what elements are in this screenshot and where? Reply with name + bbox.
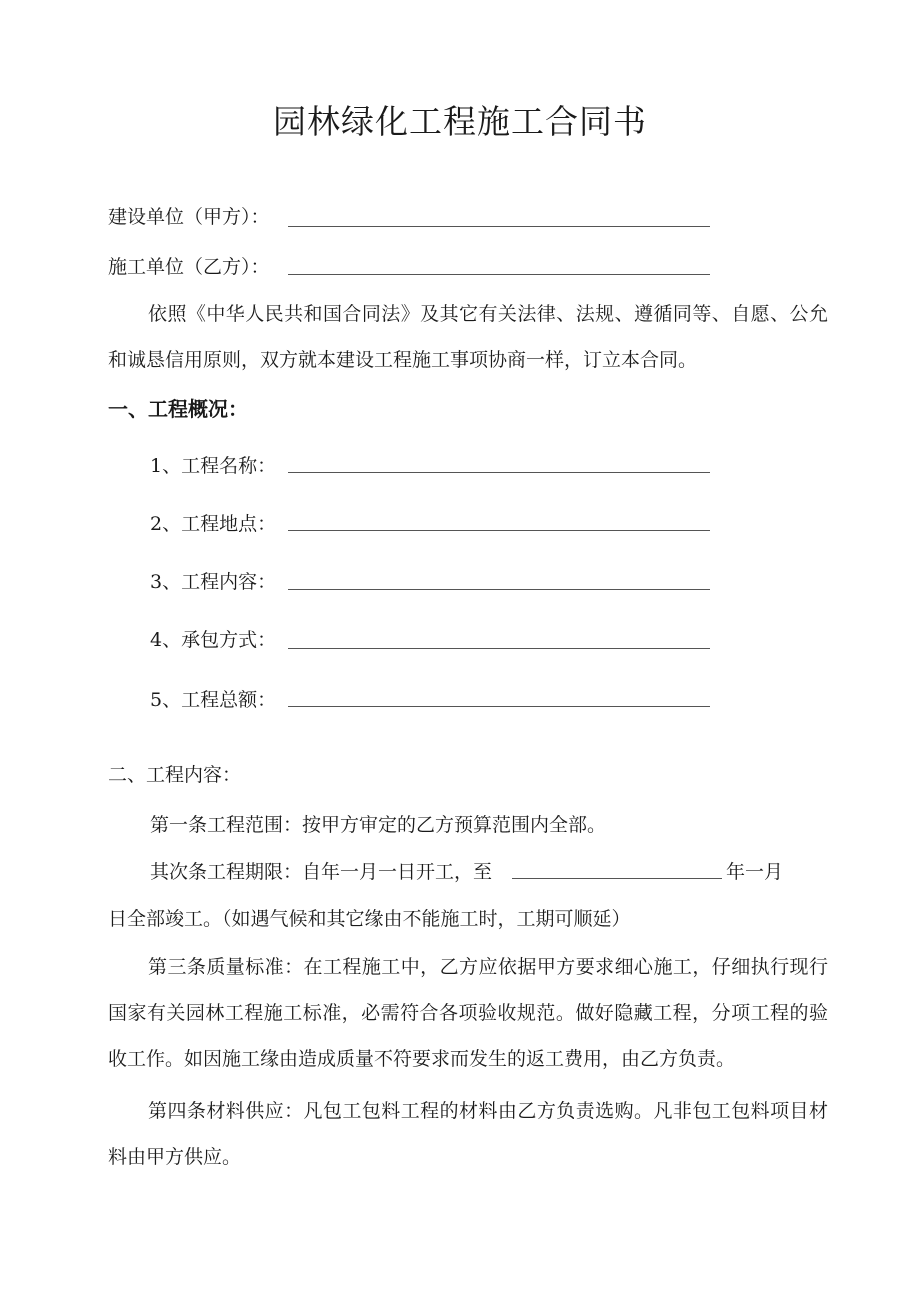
document-title: 园林绿化工程施工合同书 [273,102,647,141]
completion-date-blank [512,878,722,879]
party-b-label: 施工单位（乙方）： [108,256,270,278]
article-1: 第一条工程范围：按甲方审定的乙方预算范围内全部。 [150,814,607,836]
article-2-part2: 年一月 [726,861,784,883]
project-total-blank [288,706,710,707]
party-a-blank [288,226,710,227]
project-name-label: 1、工程名称： [150,455,277,477]
contract-method-label: 4、承包方式： [150,629,277,651]
project-name-blank [288,472,710,473]
article-4: 第四条材料供应：凡包工包料工程的材料由乙方负责选购。凡非包工包料项目材料由甲方供应。 [108,1100,828,1168]
contract-method-blank [288,648,710,649]
party-a-label: 建设单位（甲方）： [108,206,270,228]
party-b-blank [288,274,710,275]
project-total-label: 5、工程总额： [150,689,277,711]
section-2-heading: 二、工程内容： [108,764,242,786]
project-content-label: 3、工程内容： [150,571,277,593]
article-3: 第三条质量标准：在工程施工中，乙方应依据甲方要求细心施工，仔细执行现行国家有关园林工程施工标准，必需符合各项验收规范。做好隐藏工程，分项工程的验收工作。如因施工缘由造成质量不符要求而发生的返工费用，由乙方负责。 [108,956,828,1070]
project-content-blank [288,589,710,590]
project-location-label: 2、工程地点： [150,513,277,535]
section-1-heading: 一、工程概况： [108,397,248,421]
preamble-paragraph: 依照《中华人民共和国合同法》及其它有关法律、法规、遵循同等、自愿、公允和诚恳信用原则，双方就本建设工程施工事项协商一样，订立本合同。 [108,303,828,371]
article-2-part1: 其次条工程期限：自年一月一日开工，至 [150,861,493,883]
article-2-line2: 日全部竣工。（如遇气候和其它缘由不能施工时，工期可顺延） [108,908,631,930]
project-location-blank [288,530,710,531]
